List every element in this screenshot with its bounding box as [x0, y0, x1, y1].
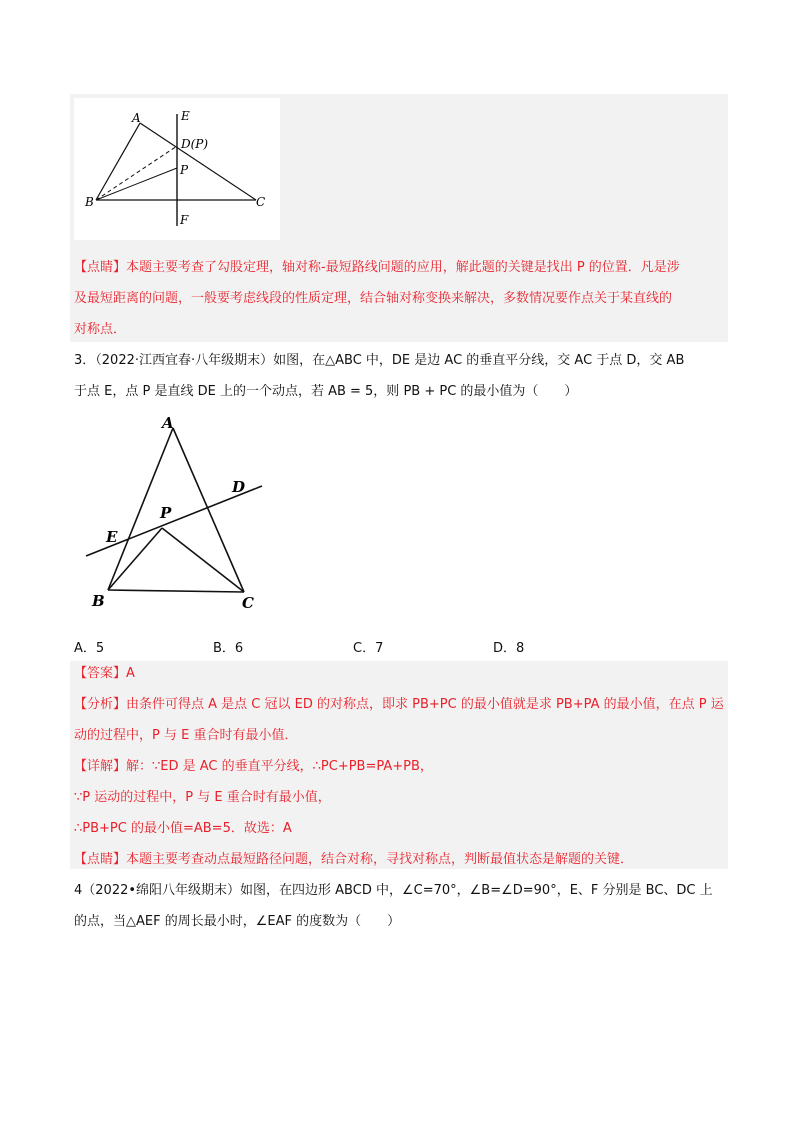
analysis-line-2: 动的过程中，P 与 E 重合时有最小值．	[74, 728, 298, 743]
segment-PC	[177, 168, 256, 200]
label-F: F	[180, 213, 189, 227]
figure-3-triangle-diagram	[78, 410, 278, 615]
label-C: C	[242, 594, 254, 612]
detail-line-2: ∵P 运动的过程中，P 与 E 重合时有最小值，	[74, 790, 331, 805]
q3-line-2: 于点 E，点 P 是直线 DE 上的一个动点，若 AB = 5，则 PB + PC 的最小值为（ ）	[74, 384, 578, 399]
label-E: E	[106, 528, 118, 546]
q3-line-1: 3．（2022·江西宜春·八年级期末）如图，在△ABC 中，DE 是边 AC 的垂直平分线，交 AC 于点 D，交 AB	[74, 353, 685, 368]
analysis-line-1: 【分析】由条件可得点 A 是点 C 冠以 ED 的对称点，即求 PB+PC 的最小值就是求 PB+PA 的最小值，在点 P 运	[74, 697, 724, 712]
figure-1-triangle-diagram	[74, 98, 280, 240]
segment-AC	[140, 123, 256, 200]
note1-line-1: 【点睛】本题主要考查了勾股定理，轴对称-最短路线问题的应用，解此题的关键是找出 P 的位置．凡是涉	[74, 260, 680, 275]
note1-line-2: 及最短距离的问题，一般要考虑线段的性质定理，结合轴对称变换来解决，多数情况要作点关于某直线的	[74, 291, 673, 306]
answer-line: 【答案】A	[74, 666, 135, 681]
option-d[interactable]: D．8	[493, 641, 525, 656]
label-E: E	[181, 109, 190, 123]
segment-PC	[162, 528, 244, 592]
label-P: P	[180, 163, 189, 177]
option-a[interactable]: A．5	[74, 641, 105, 656]
note1-line-3: 对称点．	[74, 322, 127, 337]
label-D: D(P)	[181, 137, 209, 151]
option-c[interactable]: C．7	[353, 641, 384, 656]
label-C: C	[256, 195, 266, 209]
q4-line-1: 4（2022•绵阳八年级期末）如图，在四边形 ABCD 中，∠C=70°，∠B=∠D=90°，E、F 分别是 BC、DC 上	[74, 883, 713, 898]
segment-BC	[108, 590, 244, 592]
q4-line-2: 的点，当△AEF 的周长最小时，∠EAF 的度数为（ ）	[74, 914, 401, 929]
label-P: P	[160, 504, 172, 522]
segment-AB	[96, 123, 140, 200]
option-b[interactable]: B．6	[213, 641, 244, 656]
detail-line-1: 【详解】解：∵ED 是 AC 的垂直平分线，∴PC+PB=PA+PB，	[74, 759, 433, 774]
segment-BP	[96, 168, 177, 200]
detail-line-3: ∴PB+PC 的最小值=AB=5．故选：A	[74, 821, 292, 836]
label-A: A	[132, 111, 141, 125]
label-A: A	[162, 414, 174, 432]
note3-line: 【点睛】本题主要考查动点最短路径问题，结合对称，寻找对称点，判断最值状态是解题的关键．	[74, 852, 634, 867]
segment-AC	[173, 428, 244, 592]
label-B: B	[92, 592, 105, 610]
label-B: B	[85, 195, 94, 209]
label-D: D	[232, 478, 246, 496]
